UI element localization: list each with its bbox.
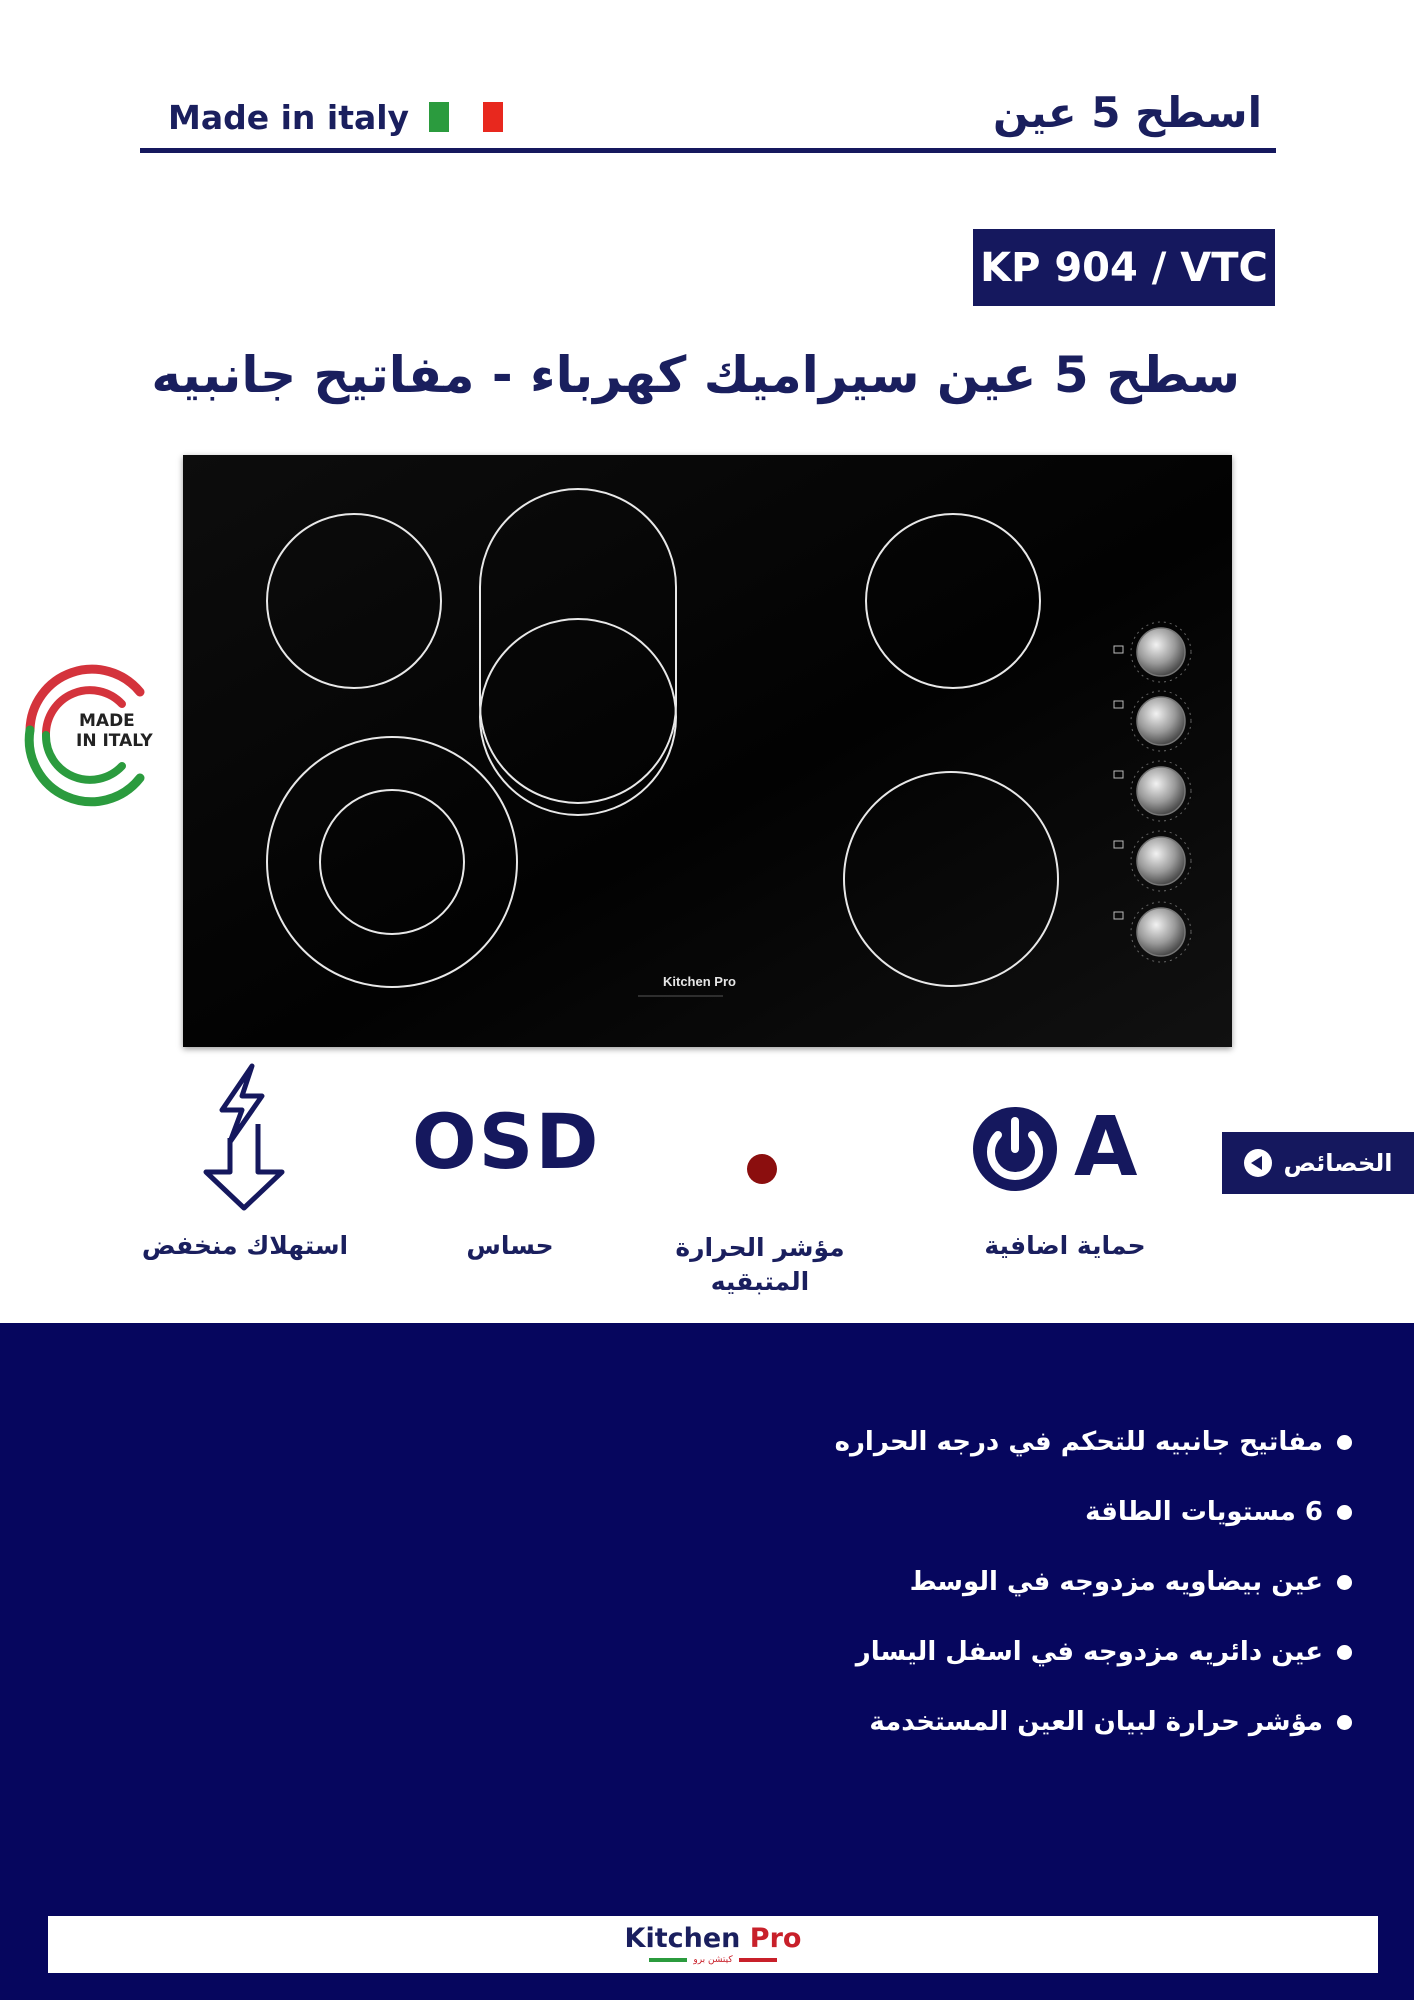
footer-logo-bar [48,1916,1378,1973]
footer-brand-sub: كيتشن برو [649,1954,776,1966]
list-item: مؤشر حرارة لبيان العين المستخدمة [835,1687,1352,1757]
bullet-icon [1337,1575,1352,1590]
made-in-italy [168,92,503,142]
power-icon [970,1103,1060,1199]
cooktop-image [183,455,1232,1047]
osd-icon: OSD [412,1097,601,1186]
specs-tab[interactable] [1222,1132,1414,1194]
specs-tab-label: الخصائص [1283,1149,1393,1177]
list-item: عين بيضاويه مزدوجه في الوسط [835,1547,1352,1617]
feature-label-low-consumption: استهلاك منخفض [141,1231,349,1260]
residual-heat-line1: مؤشر الحرارة [675,1233,845,1262]
stamp-line1: MADE [79,711,135,731]
bullet-icon [1337,1435,1352,1450]
low-power-icon [200,1062,290,1216]
energy-grade-letter: A [1074,1100,1138,1195]
residual-heat-dot-icon [747,1154,777,1184]
bullet-icon [1337,1505,1352,1520]
cooktop-drawing [183,455,1232,1047]
made-in-label: Made in italy [168,97,410,137]
bullet-icon [1337,1645,1352,1660]
feature-label-sensor: حساس [466,1231,554,1260]
flag-green-icon [429,102,449,132]
cooktop-brand-text: Kitchen Pro [663,974,736,989]
made-in-italy-stamp [10,660,180,810]
feature-label-protection: حماية اضافية [984,1231,1146,1260]
stamp-line2: IN ITALY [76,731,153,751]
feature-label-residual-heat [660,1231,860,1299]
bullet-icon [1337,1715,1352,1730]
list-item: 6 مستويات الطاقة [835,1477,1352,1547]
header-title: اسطح 5 عين [992,88,1262,137]
specs-list [835,1407,1352,1757]
footer-brand-logo: Kitchen Pro [624,1922,802,1954]
header-divider [140,148,1276,153]
model-badge: KP 904 / VTC [973,229,1275,306]
list-item: عين دائريه مزدوجه في اسفل اليسار [835,1617,1352,1687]
product-title: سطح 5 عين سيراميك كهرباء - مفاتيح جانبيه [151,346,1240,404]
residual-heat-line2: المتبقيه [710,1267,810,1296]
list-item: مفاتيح جانبيه للتحكم في درجه الحراره [835,1407,1352,1477]
flag-red-icon [483,102,503,132]
play-left-icon [1244,1149,1272,1177]
